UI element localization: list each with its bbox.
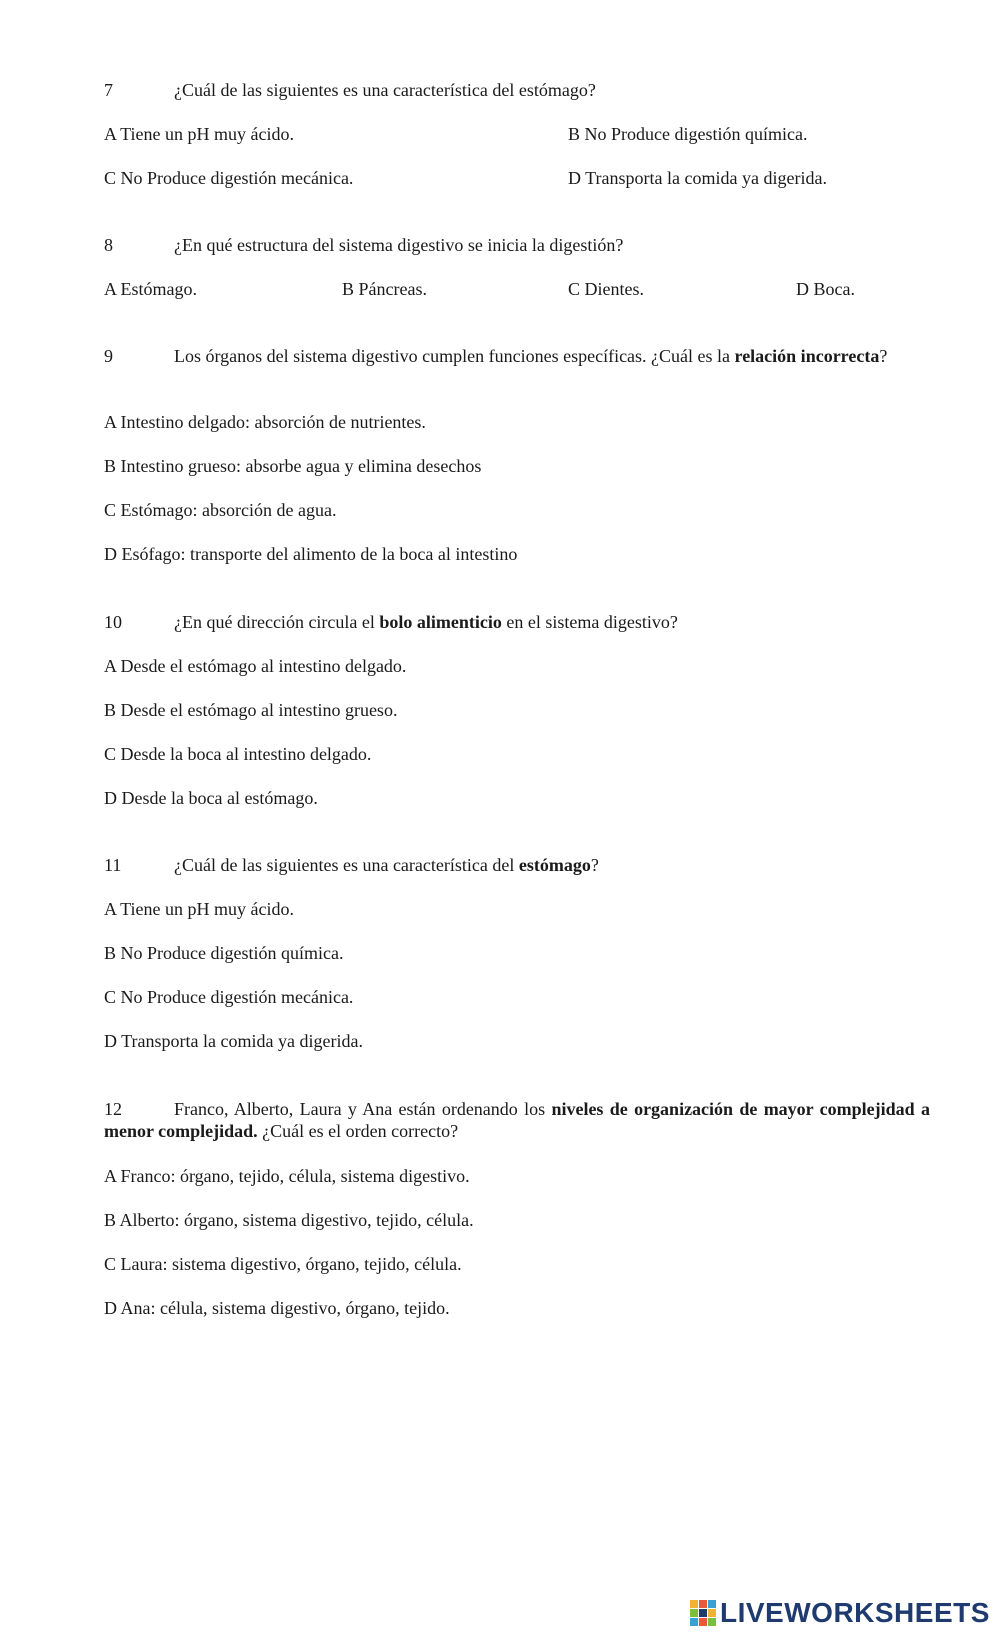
question-9 bbox=[104, 345, 888, 367]
option-b[interactable]: B Páncreas. bbox=[342, 279, 427, 299]
question-11 bbox=[104, 854, 599, 876]
option-a[interactable]: A Intestino delgado: absorción de nutrientes. bbox=[104, 412, 426, 432]
question-text-bold: bolo alimenticio bbox=[379, 612, 502, 632]
question-number: 9 bbox=[104, 346, 113, 366]
question-text-pre: ¿En qué dirección circula el bbox=[174, 612, 380, 632]
option-d[interactable]: D Transporta la comida ya digerida. bbox=[568, 168, 827, 188]
question-number: 12 bbox=[104, 1099, 122, 1119]
logo-text: LIVEWORKSHEETS bbox=[720, 1597, 990, 1628]
option-c[interactable]: C No Produce digestión mecánica. bbox=[104, 168, 354, 188]
question-number: 11 bbox=[104, 855, 122, 875]
question-text-post: ¿Cuál es el orden correcto? bbox=[257, 1121, 459, 1141]
question-text-post: en el sistema digestivo? bbox=[501, 612, 678, 632]
option-b[interactable]: B Alberto: órgano, sistema digestivo, tejido, célula. bbox=[104, 1210, 474, 1230]
question-text-pre: Los órganos del sistema digestivo cumplen funciones específicas. ¿Cuál es la bbox=[174, 346, 735, 366]
option-a[interactable]: A Desde el estómago al intestino delgado. bbox=[104, 656, 407, 676]
option-c[interactable]: C Dientes. bbox=[568, 279, 644, 299]
option-c[interactable]: C Estómago: absorción de agua. bbox=[104, 500, 337, 520]
question-12 bbox=[104, 1098, 930, 1142]
question-text-pre: Franco, Alberto, Laura y Ana están ordenando los bbox=[174, 1099, 552, 1119]
option-b[interactable]: B No Produce digestión química. bbox=[104, 943, 344, 963]
question-7 bbox=[104, 79, 596, 101]
option-a[interactable]: A Franco: órgano, tejido, célula, sistema digestivo. bbox=[104, 1166, 470, 1186]
option-d[interactable]: D Boca. bbox=[796, 279, 855, 299]
liveworksheets-logo bbox=[690, 1598, 990, 1628]
question-text-post: ? bbox=[590, 855, 599, 875]
question-text-bold: niveles de organización de mayor complejidad a menor complejidad. bbox=[104, 1099, 930, 1141]
question-number: 7 bbox=[104, 80, 113, 100]
question-text-post: ? bbox=[879, 346, 888, 366]
question-text-bold: relación incorrecta bbox=[734, 346, 880, 366]
option-d[interactable]: D Desde la boca al estómago. bbox=[104, 788, 318, 808]
option-a[interactable]: A Estómago. bbox=[104, 279, 197, 299]
option-d[interactable]: D Esófago: transporte del alimento de la boca al intestino bbox=[104, 544, 518, 564]
option-a[interactable]: A Tiene un pH muy ácido. bbox=[104, 899, 295, 919]
question-number: 10 bbox=[104, 612, 122, 632]
question-text: ¿Cuál de las siguientes es una característica del estómago? bbox=[174, 80, 596, 100]
option-c[interactable]: C No Produce digestión mecánica. bbox=[104, 987, 354, 1007]
question-text: ¿En qué estructura del sistema digestivo se inicia la digestión? bbox=[174, 235, 624, 255]
liveworksheets-logo-icon bbox=[690, 1600, 716, 1626]
question-text-pre: ¿Cuál de las siguientes es una característica del bbox=[174, 855, 519, 875]
question-number: 8 bbox=[104, 235, 113, 255]
option-b[interactable]: B Intestino grueso: absorbe agua y elimina desechos bbox=[104, 456, 482, 476]
option-c[interactable]: C Desde la boca al intestino delgado. bbox=[104, 744, 372, 764]
question-10 bbox=[104, 611, 678, 633]
question-8 bbox=[104, 234, 623, 256]
question-text-bold: estómago bbox=[518, 855, 591, 875]
option-c[interactable]: C Laura: sistema digestivo, órgano, tejido, célula. bbox=[104, 1254, 462, 1274]
option-b[interactable]: B No Produce digestión química. bbox=[568, 124, 808, 144]
option-b[interactable]: B Desde el estómago al intestino grueso. bbox=[104, 700, 398, 720]
option-d[interactable]: D Ana: célula, sistema digestivo, órgano, tejido. bbox=[104, 1298, 450, 1318]
option-a[interactable]: A Tiene un pH muy ácido. bbox=[104, 124, 295, 144]
option-d[interactable]: D Transporta la comida ya digerida. bbox=[104, 1031, 363, 1051]
